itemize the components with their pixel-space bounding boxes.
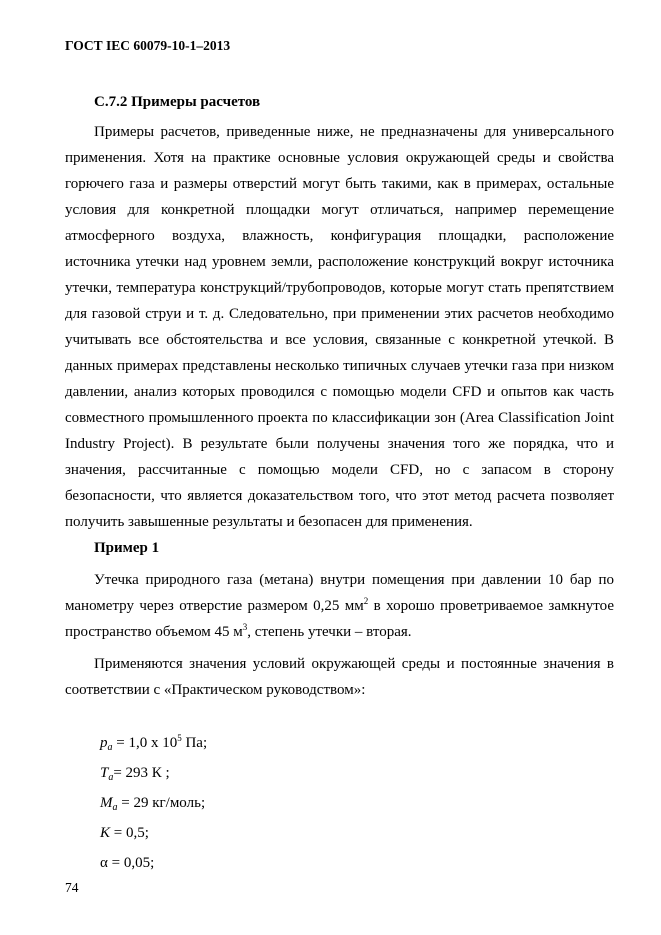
parameter-k [100,825,149,842]
parameter-value: = 293 К ; [113,765,170,781]
example-title: Пример 1 [94,540,160,556]
parameter-symbol: M [100,795,113,811]
parameter-value: = 0,05; [107,855,155,871]
document-header: ГОСТ IEC 60079-10-1–2013 [65,38,231,53]
paragraph-conditions: Применяются значения условий окружающей среды и постоянные значения в соответствии с «Практическом руководством»: [65,656,614,698]
area-exponent: 2 [363,596,369,606]
parameter-symbol: α [100,855,108,871]
parameter-exponent: 5 [177,733,182,743]
volume-exponent: 3 [242,622,248,632]
parameter-value: = 0,5; [110,825,149,841]
parameter-unit: Па; [181,735,208,751]
parameter-symbol: K [100,825,111,841]
parameter-ta [100,765,170,782]
parameter-subscript: a [112,802,118,813]
parameter-subscript: a [108,772,114,783]
leak-text-part-1: Утечка природного газа (метана) внутри помещения при давлении 10 бар по манометру через отверстие размером 0,25 мм [65,572,614,614]
parameter-value: = 1,0 x 10 [112,735,178,751]
document-body [65,119,614,703]
paragraph-leak-description [65,567,614,645]
parameter-symbol: T [100,765,109,781]
parameter-subscript: a [107,742,113,753]
parameter-ma [100,795,205,812]
parameter-value: = 29 кг/моль; [117,795,206,811]
paragraph-intro: Примеры расчетов, приведенные ниже, не предназначены для универсального применения. Хотя на практике основные условия окружающей среды и свойства горючего газа и размеры отверстий могут быть такими, как в примерах, остальные условия для конкретной площадки могут отличаться, например перемещение атмосферного воздуха, влажность, конфигурация площадки, расположение источника утечки над уровнем земли, расположение конструкций вокруг источника утечки, температура конструкций/трубопроводов, которые могут стать препятствием для газовой струи и т. д. Следовательно, при применении этих расчетов необходимо учитывать все обстоятельства и все условия, связанные с конкретной утечкой. В данных примерах представлены несколько типичных случаев утечки газа при низком давлении, анализ которых проводился с помощью модели CFD и опытов как часть совместного промышленного проекта по классификации зон (Area Classification Joint Industry Project). В результате были получены значения того же порядка, что и значения, рассчитанные с помощью модели CFD, но с запасом в сторону безопасности, что является доказательством того, что этот метод расчета позволяет получить завышенные результаты и безопасен для применения. [65,124,614,530]
page-number: 74 [65,880,79,895]
leak-text-part-3: , степень утечки – вторая. [247,624,412,640]
parameter-alpha [100,855,154,872]
section-title: С.7.2 Примеры расчетов [94,94,261,110]
leak-text-part-2: в хорошо проветриваемое замкнутое пространство объемом 45 м [65,598,614,640]
parameter-pa [100,735,207,752]
parameter-symbol: p [100,735,108,751]
